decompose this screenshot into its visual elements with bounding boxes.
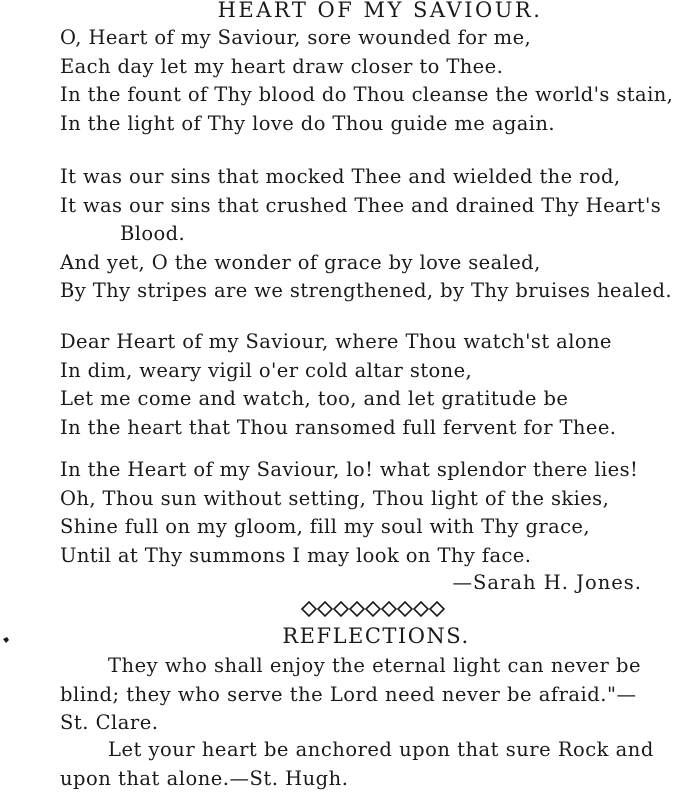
poem-line: And yet, O the wonder of grace by love sealed, [60,249,700,278]
reflection-paragraph-2 [60,736,700,793]
poem-line: O, Heart of my Saviour, sore wounded for me, [60,24,700,53]
poem-line-continuation: Blood. [60,220,700,249]
poem-line: In the heart that Thou ransomed full fervent for Thee. [60,414,700,443]
poem-stanza-1 [60,24,700,138]
reflection-line: blind; they who serve the Lord need never be afraid."— [60,681,700,710]
reflection-line: They who shall enjoy the eternal light can never be [60,652,700,681]
reflection-line: Let your heart be anchored upon that sure Rock and [60,736,700,765]
reflection-line: upon that alone.—St. Hugh. [60,765,700,793]
poem-stanza-4 [60,456,700,570]
poem-author: —Sarah H. Jones. [453,571,642,594]
poem-line: By Thy stripes are we strengthened, by Thy bruises healed. [60,277,700,306]
poem-line: In the light of Thy love do Thou guide me again. [60,110,700,139]
poem-line: Each day let my heart draw closer to Thee. [60,53,700,82]
diamond-row-ornament [300,600,448,618]
poem-line: Dear Heart of my Saviour, where Thou watch'st alone [60,328,700,357]
poem-stanza-3 [60,328,700,442]
poem-line: Shine full on my gloom, fill my soul with Thy grace, [60,513,700,542]
poem-line: In the fount of Thy blood do Thou cleanse the world's stain, [60,81,700,110]
poem-line: Let me come and watch, too, and let gratitude be [60,385,700,414]
poem-line: In the Heart of my Saviour, lo! what splendor there lies! [60,456,700,485]
reflection-paragraph-1 [60,652,700,738]
poem-line: Oh, Thou sun without setting, Thou light of the skies, [60,485,700,514]
poem-line: Until at Thy summons I may look on Thy face. [60,542,700,571]
poem-line: It was our sins that mocked Thee and wielded the rod, [60,163,700,192]
poem-stanza-2 [60,163,700,306]
poem-line: In dim, weary vigil o'er cold altar stone, [60,357,700,386]
poem-line: It was our sins that crushed Thee and drained Thy Heart's [60,192,700,221]
reflection-line: St. Clare. [60,709,700,738]
poem-title: HEART OF MY SAVIOUR. [0,0,700,22]
reflections-title: REFLECTIONS. [0,624,700,648]
